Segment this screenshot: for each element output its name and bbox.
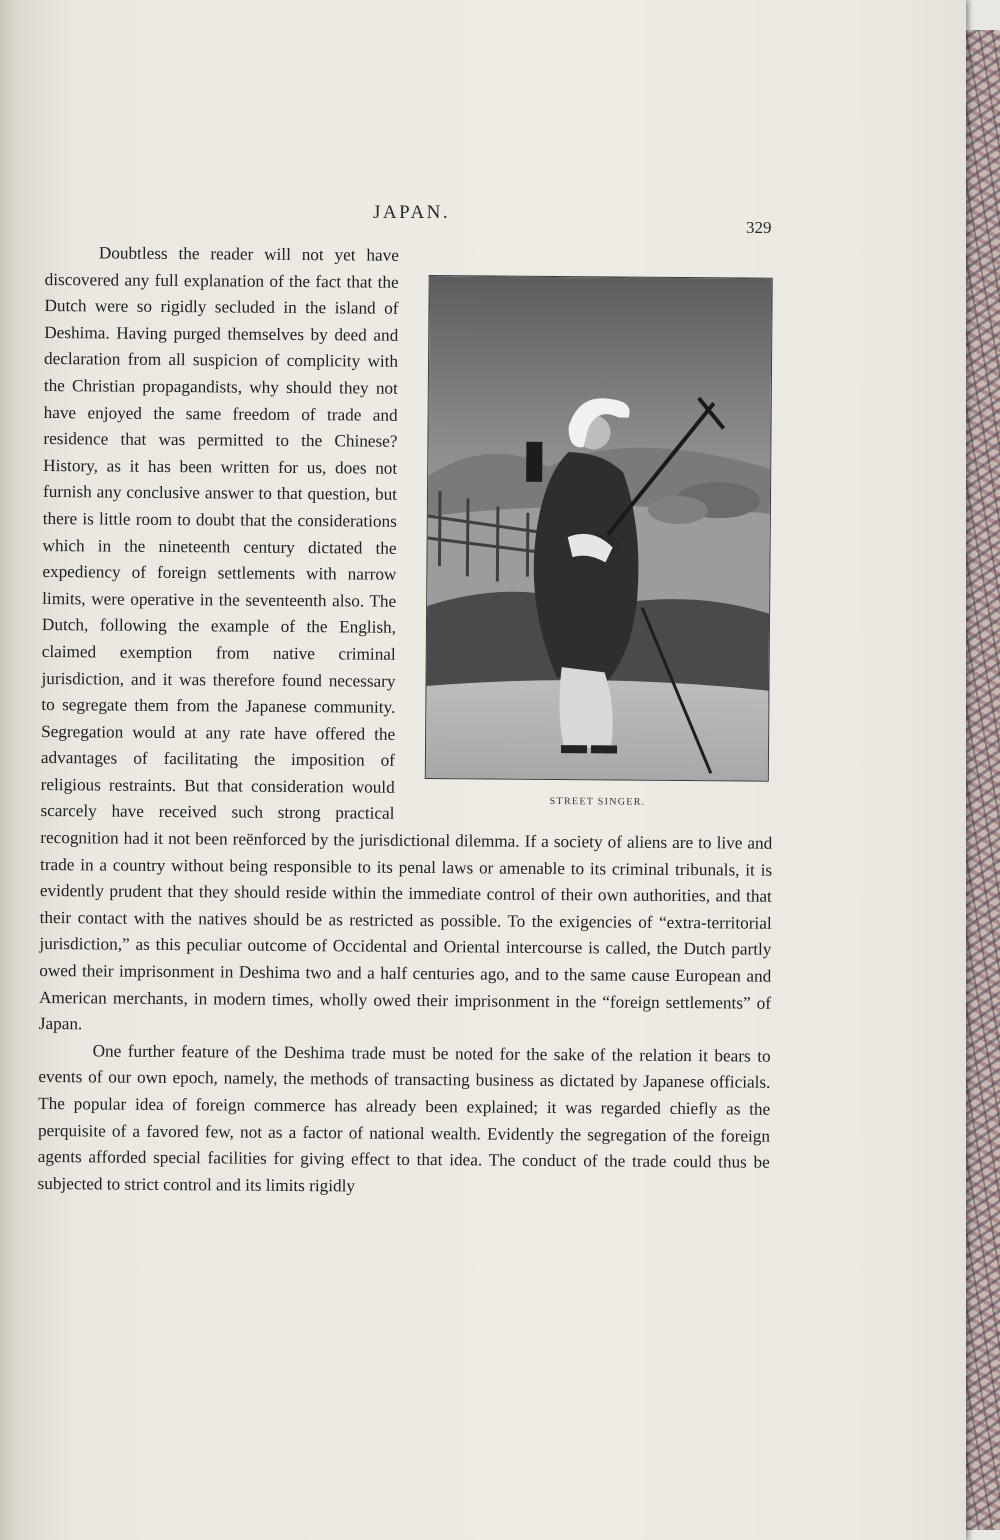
body-text bbox=[37, 240, 776, 1203]
running-title: JAPAN. bbox=[373, 202, 451, 223]
page-header bbox=[0, 202, 966, 238]
page-number: 329 bbox=[746, 218, 772, 237]
paragraph-2: One further feature of the Deshima trade must be noted for the sake of the relation it bears to events of our own epoch, namely, the methods of transacting business as dictated by Japanese officials. The popular idea of foreign commerce has already been explained; it was regarded chiefly as the perquisite of a favored few, not as a factor of national wealth. Evidently the segregation of the foreign agents afforded special facilities for giving effect to that idea. The conduct of the trade could thus be subjected to strict control and its limits rigidly bbox=[37, 1041, 771, 1196]
figure-caption: STREET SINGER. bbox=[549, 795, 646, 808]
street-singer-photo bbox=[425, 275, 773, 782]
book-cover-edge bbox=[962, 30, 1000, 1530]
figure-street-singer bbox=[424, 275, 774, 817]
paragraph-1: Doubtless the reader will not yet have discovered any full explanation of the fact that the Dutch were so rigidly secluded in the island of Deshima. Having purged themselves by deed and declaration from all suspicion of complicity with the Christian propagandists, why should they not have enjoyed the same freedom of trade and residence that was permitted to the Chinese? History, as it has been written for us, does not furnish any conclusive answer to that question, but there is little room to doubt that the considerations which in the nineteenth century dictated the expediency of foreign settlements with narrow limits, were operative in the seventeenth also. The Dutch, following the example of the English, claimed exemption from native criminal jurisdiction, and it was therefore found necessary to segregate them from the Japanese community. Segregation would at any rate have offered the advantages of facilitating the imposition of religious restraints. But that consideration would scarcely have received such strong practical recognition had it not been reënforced by the jurisdictional dilemma. If a society of aliens are to live and trade in a country without being responsible to its penal laws or amenable to its criminal tribunals, it is evidently prudent that they should reside within the immediate control of their own authorities, and that their contact with the natives should be as restricted as possible. To the exigencies of “extra-territorial jurisdiction,” as this peculiar outcome of Occidental and Oriental intercourse is called, the Dutch partly owed their imprisonment in Deshima two and a half centuries ago, and to the same cause European and American merchants, in modern times, wholly owed their imprisonment in the “foreign settlements” of Japan. bbox=[38, 243, 773, 1034]
